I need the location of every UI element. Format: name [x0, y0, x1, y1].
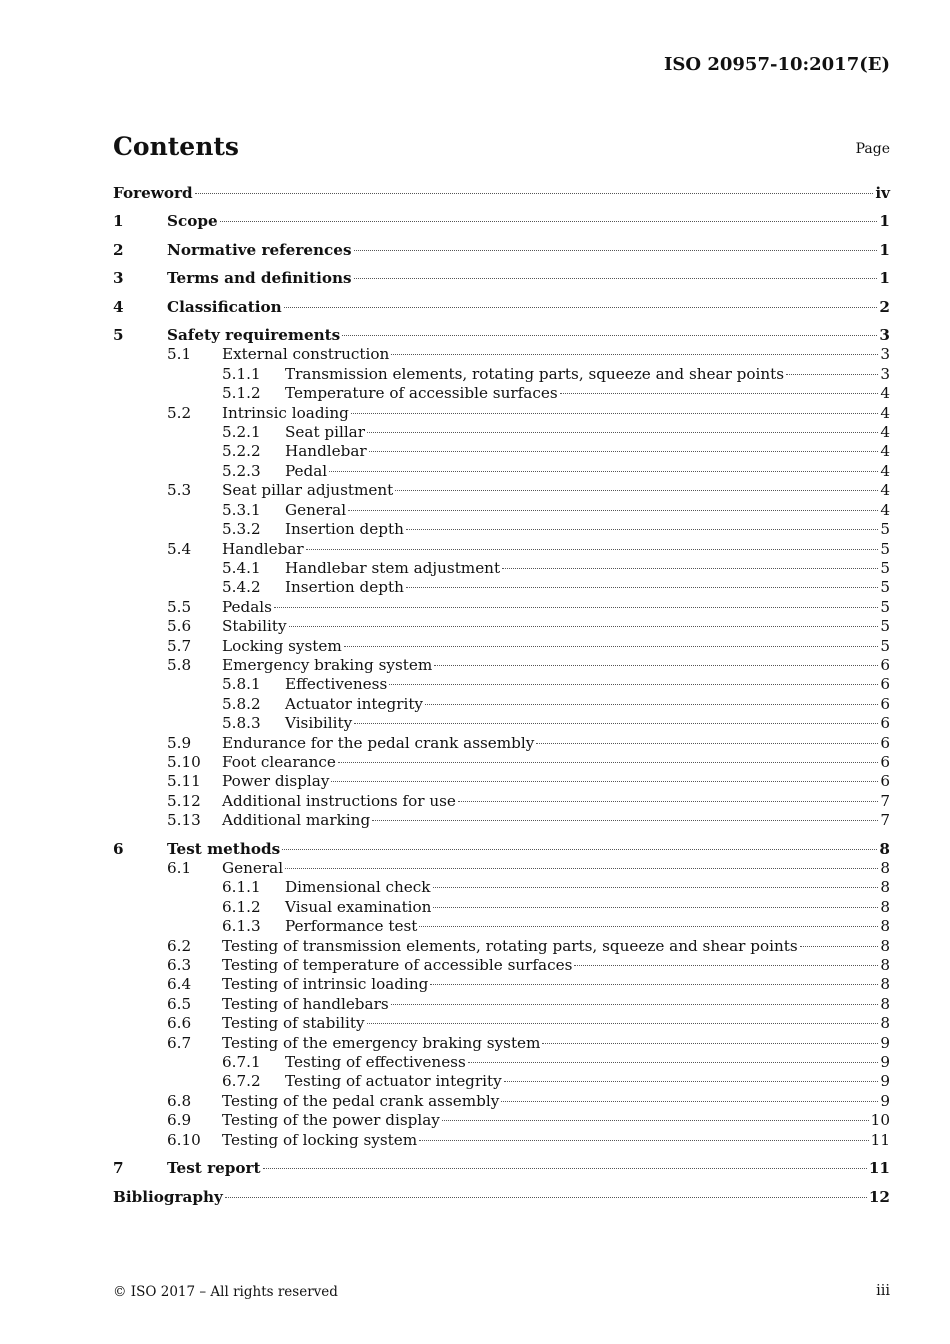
toc-entry-title: Testing of handlebars	[222, 994, 389, 1013]
page-title: Contents	[113, 132, 240, 161]
toc-dot-leader	[786, 374, 878, 375]
toc-entry-page: 9	[880, 1033, 890, 1052]
toc-entry[interactable]	[113, 1092, 890, 1111]
toc-entry[interactable]	[113, 617, 890, 636]
toc-entry[interactable]	[113, 269, 890, 288]
toc-dot-leader	[195, 193, 874, 194]
toc-entry-number: 5.8.1	[222, 675, 261, 694]
toc-entry-title: Additional instructions for use	[222, 791, 456, 810]
toc-entry-title: Performance test	[285, 917, 418, 936]
toc-dot-leader	[536, 743, 878, 744]
toc-entry-title: Locking system	[222, 636, 342, 655]
toc-entry-number: 5.1	[167, 345, 192, 364]
toc-dot-leader	[344, 646, 879, 647]
toc-entry-title: Testing of temperature of accessible surfaces	[222, 956, 573, 975]
toc-dot-leader	[395, 490, 878, 491]
toc-entry[interactable]	[113, 734, 890, 753]
toc-entry-page: 8	[880, 917, 890, 936]
toc-entry[interactable]	[113, 995, 890, 1014]
toc-dot-leader	[458, 801, 878, 802]
toc-dot-leader	[274, 607, 878, 608]
toc-entry-page: 3	[879, 326, 890, 345]
toc-entry[interactable]	[113, 637, 890, 656]
toc-entry-page: 4	[880, 403, 890, 422]
toc-entry[interactable]	[113, 1072, 890, 1091]
toc-entry-title: Power display	[222, 772, 330, 791]
toc-entry-number: 6.7	[167, 1033, 192, 1052]
toc-entry-number: 5.11	[167, 772, 201, 791]
toc-entry-number: 5.5	[167, 597, 192, 616]
toc-entry-page: 8	[880, 897, 890, 916]
toc-entry[interactable]	[113, 481, 890, 500]
toc-entry-page: 4	[880, 442, 890, 461]
toc-entry-title: General	[222, 859, 284, 877]
toc-entry-title: Emergency braking system	[222, 655, 433, 674]
toc-entry[interactable]	[113, 1111, 890, 1130]
toc-entry[interactable]	[113, 1034, 890, 1053]
toc-entry-number: 5.3.1	[222, 500, 261, 519]
toc-entry-page: 5	[880, 539, 890, 558]
toc-dot-leader	[391, 354, 878, 355]
toc-entry-title: Pedal	[285, 461, 328, 480]
toc-dot-leader	[289, 626, 879, 627]
toc-entry-page: 8	[880, 936, 890, 955]
toc-dot-leader	[391, 1004, 879, 1005]
toc-entry-number: 5.2.3	[222, 461, 261, 480]
toc-entry-number: 6.1.1	[222, 878, 261, 897]
toc-entry[interactable]	[113, 423, 890, 442]
page-number: iii	[876, 1283, 890, 1299]
toc-dot-leader	[331, 781, 878, 782]
toc-entry-number: 1	[113, 212, 124, 231]
toc-entry-page: 8	[880, 1014, 890, 1033]
toc-entry[interactable]	[113, 753, 890, 772]
toc-entry-number: 5.2.2	[222, 442, 261, 461]
toc-dot-leader	[329, 471, 878, 472]
toc-entry-number: 5.2.1	[222, 423, 261, 442]
toc-entry[interactable]	[113, 956, 890, 975]
toc-entry-title: Stability	[222, 617, 287, 636]
toc-dot-leader	[419, 1140, 868, 1141]
toc-dot-leader	[342, 335, 877, 336]
toc-entry-number: 6.8	[167, 1091, 192, 1110]
toc-entry-title: Insertion depth	[285, 578, 404, 597]
toc-entry-title: Terms and definitions	[167, 269, 352, 288]
toc-entry[interactable]	[113, 345, 890, 364]
toc-entry-number: 5.3	[167, 481, 192, 500]
toc-entry-number: 6.4	[167, 975, 192, 994]
toc-entry[interactable]	[113, 212, 890, 231]
toc-entry-number: 6.10	[167, 1130, 201, 1149]
toc-dot-leader	[220, 221, 878, 222]
toc-entry-page: 6	[880, 655, 890, 674]
toc-dot-leader	[225, 1197, 867, 1198]
toc-entry-number: 7	[113, 1159, 124, 1178]
toc-entry-title: Dimensional check	[285, 878, 431, 897]
toc-entry-number: 6.7.1	[222, 1053, 261, 1072]
toc-entry-title: Test methods	[167, 839, 281, 858]
toc-entry-title: Insertion depth	[285, 520, 404, 539]
toc-entry-number: 6.3	[167, 956, 192, 975]
table-of-contents	[113, 184, 890, 1207]
toc-entry-page: 12	[868, 1187, 890, 1206]
contents-header	[113, 132, 890, 161]
toc-entry-number: 5.12	[167, 791, 201, 810]
toc-entry-page: 4	[880, 500, 890, 519]
toc-entry-number: 6.1.3	[222, 917, 261, 936]
toc-entry-page: 1	[879, 212, 890, 231]
toc-dot-leader	[800, 946, 879, 947]
toc-entry-number: 5.9	[167, 733, 192, 752]
toc-entry[interactable]	[113, 578, 890, 597]
toc-entry-number: 5.3.2	[222, 520, 261, 539]
toc-dot-leader	[372, 820, 878, 821]
toc-dot-leader	[433, 887, 879, 888]
toc-dot-leader	[354, 250, 878, 251]
toc-entry-number: 5.1.2	[222, 384, 261, 403]
toc-entry[interactable]	[113, 1131, 890, 1150]
toc-entry-title: Testing of the power display	[222, 1111, 440, 1130]
toc-entry-title: Safety requirements	[167, 326, 341, 345]
toc-entry-page: 4	[880, 423, 890, 442]
toc-entry-page: 1	[879, 240, 890, 259]
toc-entry-page: 10	[870, 1111, 890, 1130]
toc-entry[interactable]	[113, 937, 890, 956]
toc-entry-title: Testing of actuator integrity	[285, 1072, 502, 1091]
toc-entry-number: 6.7.2	[222, 1072, 261, 1091]
toc-entry-title: Testing of effectiveness	[285, 1053, 466, 1072]
toc-entry-title: Handlebar stem adjustment	[285, 558, 501, 577]
toc-entry-title: Handlebar	[285, 442, 367, 461]
toc-entry-page: 5	[880, 558, 890, 577]
toc-dot-leader	[430, 984, 878, 985]
toc-entry-page: 8	[880, 975, 890, 994]
toc-entry[interactable]	[113, 840, 890, 859]
toc-entry-number: 5.6	[167, 617, 192, 636]
toc-entry[interactable]	[113, 772, 890, 791]
toc-entry-number: 6.2	[167, 936, 192, 955]
toc-entry-page: 8	[880, 994, 890, 1013]
toc-entry-number: 5.8.2	[222, 694, 261, 713]
toc-entry-page: 5	[880, 617, 890, 636]
toc-dot-leader	[284, 307, 878, 308]
toc-dot-leader	[285, 868, 878, 869]
toc-entry-title: Testing of intrinsic loading	[222, 975, 429, 994]
toc-entry[interactable]	[113, 917, 890, 936]
toc-entry-number: 5.1.1	[222, 364, 261, 383]
toc-dot-leader	[351, 413, 878, 414]
toc-entry[interactable]	[113, 241, 890, 260]
toc-entry[interactable]	[113, 559, 890, 578]
toc-entry-page: 6	[880, 714, 890, 733]
toc-dot-leader	[542, 1043, 878, 1044]
toc-dot-leader	[338, 762, 878, 763]
toc-entry-page: 8	[880, 859, 890, 877]
toc-entry-page: 3	[880, 345, 890, 364]
toc-entry[interactable]	[113, 675, 890, 694]
toc-entry[interactable]	[113, 184, 890, 203]
toc-entry-number: 5.4	[167, 539, 192, 558]
toc-entry-page: 6	[880, 694, 890, 713]
toc-entry-page: 5	[880, 578, 890, 597]
toc-entry-page: 5	[880, 597, 890, 616]
toc-entry-page: 5	[880, 636, 890, 655]
toc-entry-number: 5.2	[167, 403, 192, 422]
toc-entry-title: Testing of stability	[222, 1014, 365, 1033]
toc-entry-number: 5.10	[167, 752, 201, 771]
toc-entry-page: 6	[880, 733, 890, 752]
toc-dot-leader	[442, 1120, 869, 1121]
document-id: ISO 20957-10:2017(E)	[663, 54, 890, 75]
toc-entry-title: Test report	[167, 1159, 261, 1178]
toc-entry-page: 11	[870, 1130, 890, 1149]
toc-entry-page: 7	[880, 811, 890, 830]
toc-dot-leader	[389, 684, 878, 685]
toc-dot-leader	[282, 849, 877, 850]
toc-entry-title: Pedals	[222, 597, 272, 616]
toc-entry-number: 6.5	[167, 994, 192, 1013]
toc-dot-leader	[425, 704, 878, 705]
toc-entry-number: 6.6	[167, 1014, 192, 1033]
toc-entry-page: 9	[880, 1091, 890, 1110]
toc-entry-number: 6.9	[167, 1111, 192, 1130]
toc-entry-number: 5.7	[167, 636, 192, 655]
toc-entry-page: 2	[879, 297, 890, 316]
toc-dot-leader	[406, 529, 878, 530]
toc-dot-leader	[367, 432, 878, 433]
toc-entry[interactable]	[113, 656, 890, 675]
toc-dot-leader	[406, 587, 878, 588]
toc-entry-title: Testing of locking system	[222, 1130, 418, 1149]
toc-entry[interactable]	[113, 792, 890, 811]
toc-entry[interactable]	[113, 695, 890, 714]
toc-entry[interactable]	[113, 462, 890, 481]
toc-dot-leader	[354, 278, 878, 279]
toc-entry[interactable]	[113, 1014, 890, 1033]
toc-entry-title: Additional marking	[222, 811, 371, 830]
toc-entry-title: Classification	[167, 297, 282, 316]
toc-entry-number: 2	[113, 240, 124, 259]
toc-entry-number: 5.8.3	[222, 714, 261, 733]
toc-entry-title: Testing of the emergency braking system	[222, 1033, 541, 1052]
toc-entry-title: External construction	[222, 345, 390, 364]
toc-entry[interactable]	[113, 598, 890, 617]
page-column-label: Page	[855, 141, 890, 157]
toc-entry[interactable]	[113, 326, 890, 345]
toc-dot-leader	[501, 1101, 878, 1102]
toc-dot-leader	[574, 965, 878, 966]
toc-entry-title: Bibliography	[113, 1187, 223, 1206]
toc-entry-number: 4	[113, 297, 124, 316]
toc-entry-page: 4	[880, 481, 890, 500]
toc-entry-title: Visibility	[285, 714, 353, 733]
toc-entry-page: iv	[875, 184, 890, 202]
toc-dot-leader	[502, 568, 878, 569]
toc-entry-number: 5.13	[167, 811, 201, 830]
toc-entry[interactable]	[113, 384, 890, 403]
toc-entry-title: Foreword	[113, 184, 193, 202]
toc-dot-leader	[369, 451, 879, 452]
toc-entry-title: Seat pillar adjustment	[222, 481, 394, 500]
toc-dot-leader	[434, 665, 878, 666]
toc-entry[interactable]	[113, 811, 890, 830]
toc-entry[interactable]	[113, 442, 890, 461]
toc-entry-page: 5	[880, 520, 890, 539]
toc-entry-title: General	[285, 500, 347, 519]
toc-entry-number: 6.1.2	[222, 897, 261, 916]
toc-entry-page: 4	[880, 461, 890, 480]
toc-dot-leader	[354, 723, 878, 724]
toc-entry-number: 6.1	[167, 859, 192, 877]
toc-entry[interactable]	[113, 298, 890, 317]
toc-entry-title: Seat pillar	[285, 423, 365, 442]
toc-entry-title: Normative references	[167, 240, 352, 259]
toc-entry-title: Handlebar	[222, 539, 304, 558]
toc-entry-title: Testing of the pedal crank assembly	[222, 1091, 500, 1110]
toc-entry-number: 5.4.1	[222, 558, 261, 577]
toc-entry[interactable]	[113, 859, 890, 878]
toc-entry-page: 11	[868, 1159, 890, 1178]
toc-entry-page: 6	[880, 675, 890, 694]
toc-entry[interactable]	[113, 520, 890, 539]
toc-entry-page: 9	[880, 1072, 890, 1091]
toc-entry-title: Foot clearance	[222, 752, 336, 771]
toc-entry-page: 7	[880, 791, 890, 810]
toc-entry-page: 8	[880, 878, 890, 897]
toc-dot-leader	[504, 1081, 879, 1082]
toc-entry-page: 4	[880, 384, 890, 403]
toc-dot-leader	[367, 1023, 879, 1024]
toc-entry[interactable]	[113, 540, 890, 559]
toc-entry-title: Temperature of accessible surfaces	[285, 384, 558, 403]
toc-dot-leader	[263, 1168, 867, 1169]
toc-dot-leader	[348, 510, 878, 511]
toc-dot-leader	[419, 926, 878, 927]
toc-entry[interactable]	[113, 898, 890, 917]
toc-entry[interactable]	[113, 404, 890, 423]
toc-entry-number: 5.4.2	[222, 578, 261, 597]
toc-dot-leader	[306, 549, 879, 550]
toc-entry-title: Transmission elements, rotating parts, squeeze and shear points	[285, 364, 785, 383]
toc-entry-number: 5	[113, 326, 124, 345]
toc-entry[interactable]	[113, 975, 890, 994]
toc-entry-page: 6	[880, 772, 890, 791]
toc-entry-page: 9	[880, 1053, 890, 1072]
toc-entry-number: 3	[113, 269, 124, 288]
toc-entry[interactable]	[113, 1188, 890, 1207]
toc-entry[interactable]	[113, 501, 890, 520]
toc-entry[interactable]	[113, 1053, 890, 1072]
toc-entry-title: Intrinsic loading	[222, 403, 349, 422]
toc-entry-title: Endurance for the pedal crank assembly	[222, 733, 535, 752]
toc-entry-page: 8	[880, 956, 890, 975]
toc-entry-page: 3	[880, 364, 890, 383]
copyright-notice: © ISO 2017 – All rights reserved	[113, 1284, 338, 1300]
toc-entry[interactable]	[113, 714, 890, 733]
toc-entry[interactable]	[113, 878, 890, 897]
toc-entry[interactable]	[113, 1159, 890, 1178]
toc-entry-number: 6	[113, 839, 124, 858]
toc-dot-leader	[433, 907, 878, 908]
toc-entry-title: Actuator integrity	[285, 694, 424, 713]
toc-entry-page: 6	[880, 752, 890, 771]
toc-entry[interactable]	[113, 365, 890, 384]
toc-entry-title: Effectiveness	[285, 675, 388, 694]
toc-entry-title: Scope	[167, 212, 218, 231]
toc-entry-page: 8	[879, 839, 890, 858]
toc-entry-title: Testing of transmission elements, rotating parts, squeeze and shear points	[222, 936, 798, 955]
toc-dot-leader	[468, 1062, 879, 1063]
toc-dot-leader	[560, 393, 879, 394]
toc-entry-number: 5.8	[167, 655, 192, 674]
toc-entry-title: Visual examination	[285, 897, 432, 916]
toc-entry-page: 1	[879, 269, 890, 288]
